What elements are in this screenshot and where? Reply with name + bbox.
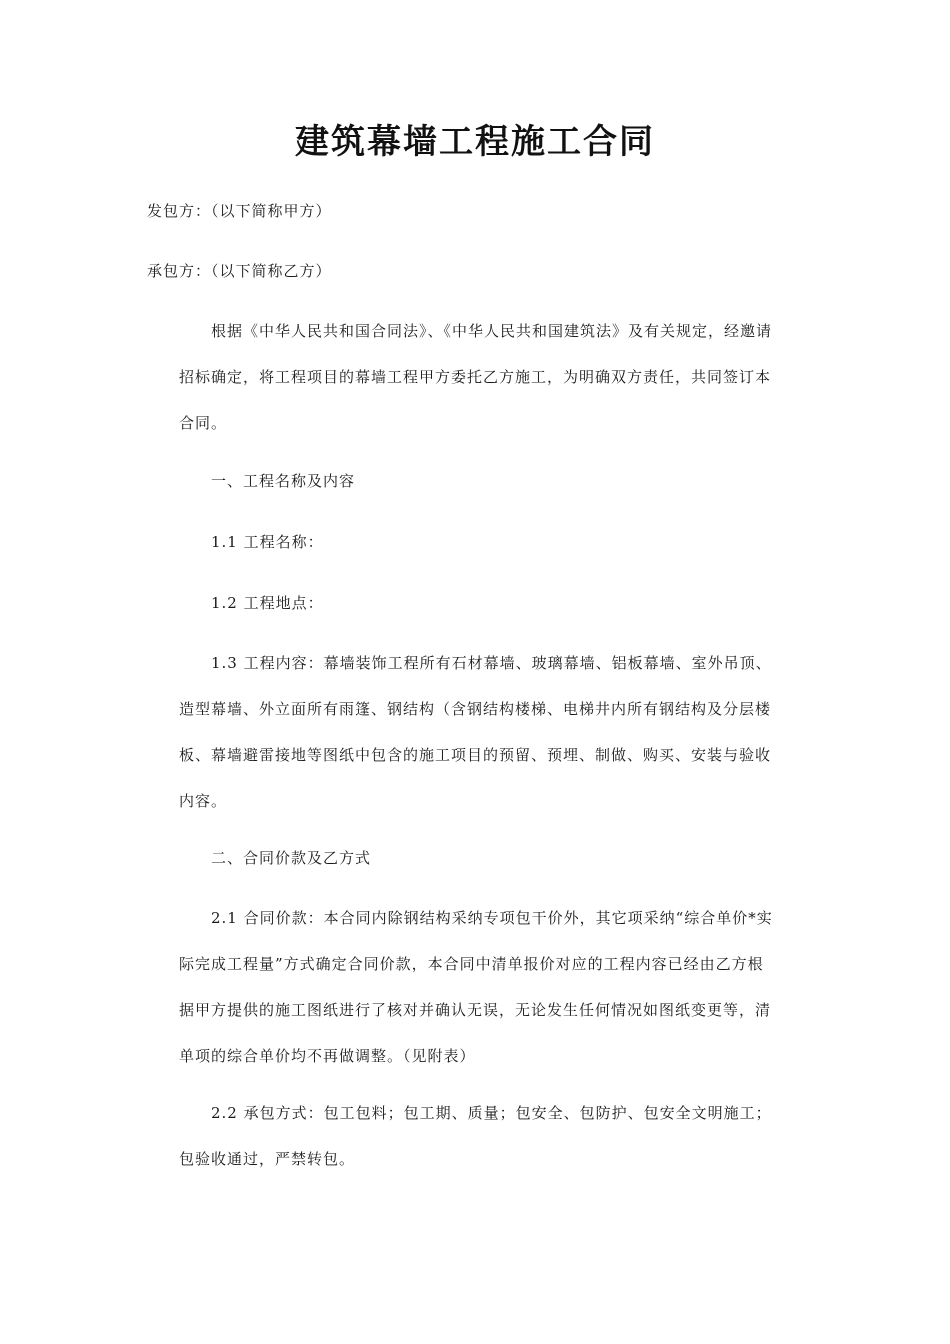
employer-line: 发包方：（以下简称甲方） <box>147 202 332 220</box>
item-1-2-project-location: 1.2 工程地点： <box>211 594 324 612</box>
section-2-heading: 二、合同价款及乙方式 <box>211 849 372 867</box>
contractor-line: 承包方：（以下简称乙方） <box>147 262 332 280</box>
preamble-paragraph: 根据《中华人民共和国合同法》、《中华人民共和国建筑法》及有关规定，经邀请招标确定，将工程项目的幕墙工程甲方委托乙方施工，为明确双方责任，共同签订本合同。 <box>179 322 773 432</box>
section-1-heading: 一、工程名称及内容 <box>211 472 356 490</box>
item-2-2-contract-method: 2.2 承包方式：包工包料；包工期、质量；包安全、包防护、包安全文明施工；包验收通过，严禁转包。 <box>179 1104 772 1168</box>
item-2-1-contract-price: 2.1 合同价款：本合同内除钢结构采纳专项包干价外，其它项采纳“综合单价*实际完成工程量”方式确定合同价款，本合同中清单报价对应的工程内容已经由乙方根据甲方提供的施工图纸进行了核对并确认无误，无论发生任何情况如图纸变更等，清单项的综合单价均不再做调整。（见附表） <box>179 909 773 1065</box>
item-1-3-project-content: 1.3 工程内容：幕墙装饰工程所有石材幕墙、玻璃幕墙、铝板幕墙、室外吊顶、造型幕墙、外立面所有雨篷、钢结构（含钢结构楼梯、电梯井内所有钢结构及分层楼板、幕墙避雷接地等图纸中包含的施工项目的预留、预埋、制做、购买、安装与验收内容。 <box>179 654 772 810</box>
item-1-1-project-name: 1.1 工程名称： <box>211 533 324 551</box>
document-title: 建筑幕墙工程施工合同 <box>295 122 655 162</box>
